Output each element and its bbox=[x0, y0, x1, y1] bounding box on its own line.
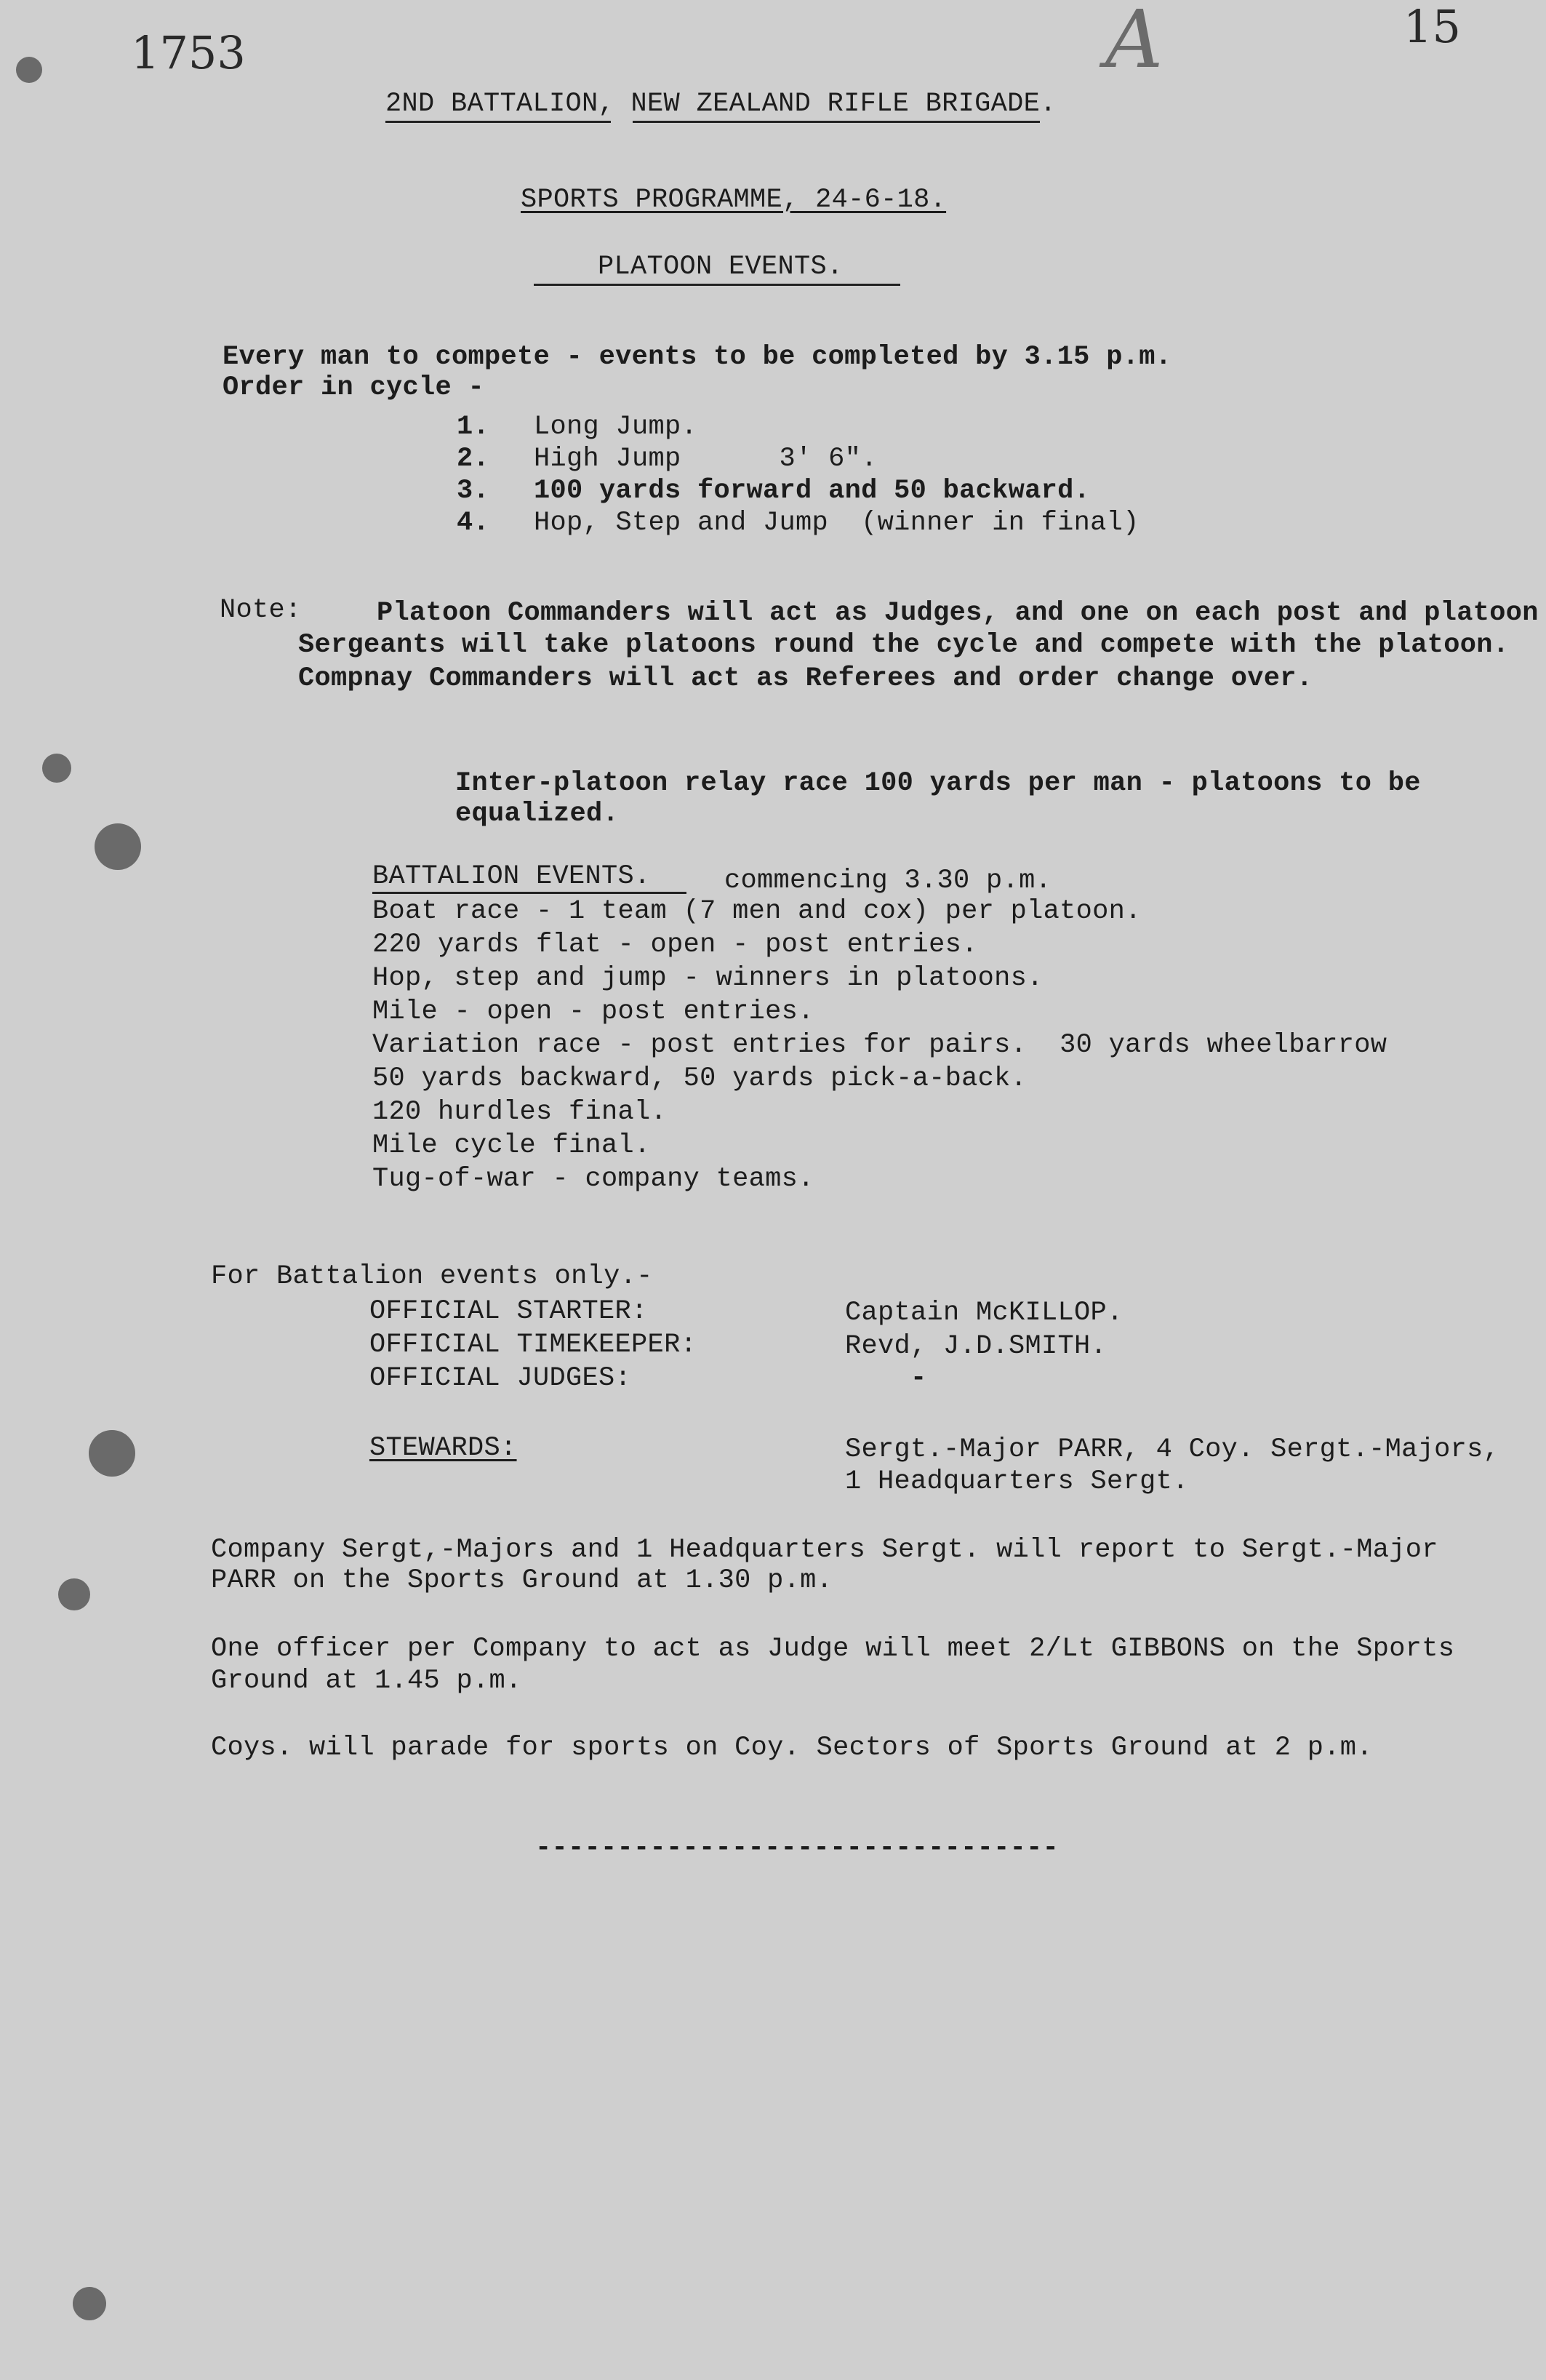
stewards-label: STEWARDS: bbox=[369, 1433, 517, 1463]
stewards-line: Sergt.-Major PARR, 4 Coy. Sergt.-Majors, bbox=[845, 1434, 1500, 1465]
unit-title: 2ND BATTALION, NEW ZEALAND RIFLE BRIGADE. bbox=[385, 89, 1057, 119]
binder-hole bbox=[95, 823, 141, 870]
officials-intro: For Battalion events only.- bbox=[211, 1261, 653, 1292]
official-name: - bbox=[910, 1363, 927, 1394]
note-line: Platoon Commanders will act as Judges, and one on each post and platoon bbox=[377, 598, 1539, 628]
official-role: OFFICIAL TIMEKEEPER: bbox=[369, 1330, 697, 1360]
note-line: Compnay Commanders will act as Referees and order change over. bbox=[298, 663, 1313, 694]
cycle-item: Long Jump. bbox=[534, 412, 698, 442]
battalion-commencing: commencing 3.30 p.m. bbox=[724, 866, 1052, 896]
instruction-line: Coys. will parade for sports on Coy. Sectors of Sports Ground at 2 p.m. bbox=[211, 1733, 1373, 1763]
battalion-event: Boat race - 1 team (7 men and cox) per platoon. bbox=[372, 896, 1142, 927]
cycle-item: 100 yards forward and 50 backward. bbox=[534, 476, 1091, 506]
programme-title: SPORTS PROGRAMME, 24-6-18. bbox=[521, 185, 947, 215]
official-role: OFFICIAL STARTER: bbox=[369, 1296, 648, 1327]
battalion-event: Tug-of-war - company teams. bbox=[372, 1164, 814, 1194]
divider-line: -------------------------------- bbox=[535, 1833, 1060, 1864]
platoon-intro: Every man to compete - events to be completed by 3.15 p.m. bbox=[223, 342, 1172, 372]
stewards-line: 1 Headquarters Sergt. bbox=[845, 1466, 1189, 1497]
instruction-line: Ground at 1.45 p.m. bbox=[211, 1666, 522, 1696]
platoon-heading-underline bbox=[534, 284, 900, 286]
unit-title-underline bbox=[633, 121, 1040, 123]
instruction-line: Company Sergt,-Majors and 1 Headquarters Sergt. will report to Sergt.-Major bbox=[211, 1535, 1438, 1565]
relay-line: equalized. bbox=[455, 799, 620, 829]
page-number-left: 1753 bbox=[131, 26, 246, 79]
battalion-event: 50 yards backward, 50 yards pick-a-back. bbox=[372, 1063, 1028, 1094]
page-number-right: 15 bbox=[1403, 0, 1461, 53]
binder-hole bbox=[58, 1578, 90, 1610]
binder-hole bbox=[42, 754, 71, 783]
battalion-event: Hop, step and jump - winners in platoons. bbox=[372, 963, 1044, 994]
cycle-number: 2. bbox=[457, 444, 490, 474]
binder-hole bbox=[89, 1430, 135, 1477]
cycle-intro: Order in cycle - bbox=[223, 372, 485, 403]
battalion-event: Mile cycle final. bbox=[372, 1130, 651, 1161]
cycle-number: 4. bbox=[457, 508, 490, 538]
cycle-item: Hop, Step and Jump (winner in final) bbox=[534, 508, 1140, 538]
binder-hole bbox=[73, 2287, 106, 2320]
battalion-event: 120 hurdles final. bbox=[372, 1097, 668, 1127]
battalion-event: Mile - open - post entries. bbox=[372, 997, 814, 1027]
official-role: OFFICIAL JUDGES: bbox=[369, 1363, 632, 1394]
cycle-number: 1. bbox=[457, 412, 490, 442]
battalion-heading-underline bbox=[372, 892, 686, 894]
cycle-number: 3. bbox=[457, 476, 490, 506]
battalion-events-heading: BATTALION EVENTS. bbox=[372, 861, 651, 892]
unit-title-underline bbox=[385, 121, 611, 123]
instruction-line: PARR on the Sports Ground at 1.30 p.m. bbox=[211, 1565, 833, 1596]
cycle-item: High Jump 3' 6". bbox=[534, 444, 878, 474]
official-name: Captain McKILLOP. bbox=[845, 1298, 1124, 1328]
note-label: Note: bbox=[220, 595, 302, 626]
battalion-event: 220 yards flat - open - post entries. bbox=[372, 930, 978, 960]
platoon-events-heading: PLATOON EVENTS. bbox=[598, 252, 844, 282]
binder-hole bbox=[16, 57, 42, 83]
instruction-line: One officer per Company to act as Judge will meet 2/Lt GIBBONS on the Sports bbox=[211, 1634, 1455, 1664]
handwritten-mark: A bbox=[1105, 0, 1163, 86]
relay-line: Inter-platoon relay race 100 yards per man - platoons to be bbox=[455, 768, 1421, 799]
battalion-event: Variation race - post entries for pairs. 30 yards wheelbarrow bbox=[372, 1030, 1387, 1061]
official-name: Revd, J.D.SMITH. bbox=[845, 1331, 1108, 1362]
note-line: Sergeants will take platoons round the cycle and compete with the platoon. bbox=[298, 630, 1510, 660]
